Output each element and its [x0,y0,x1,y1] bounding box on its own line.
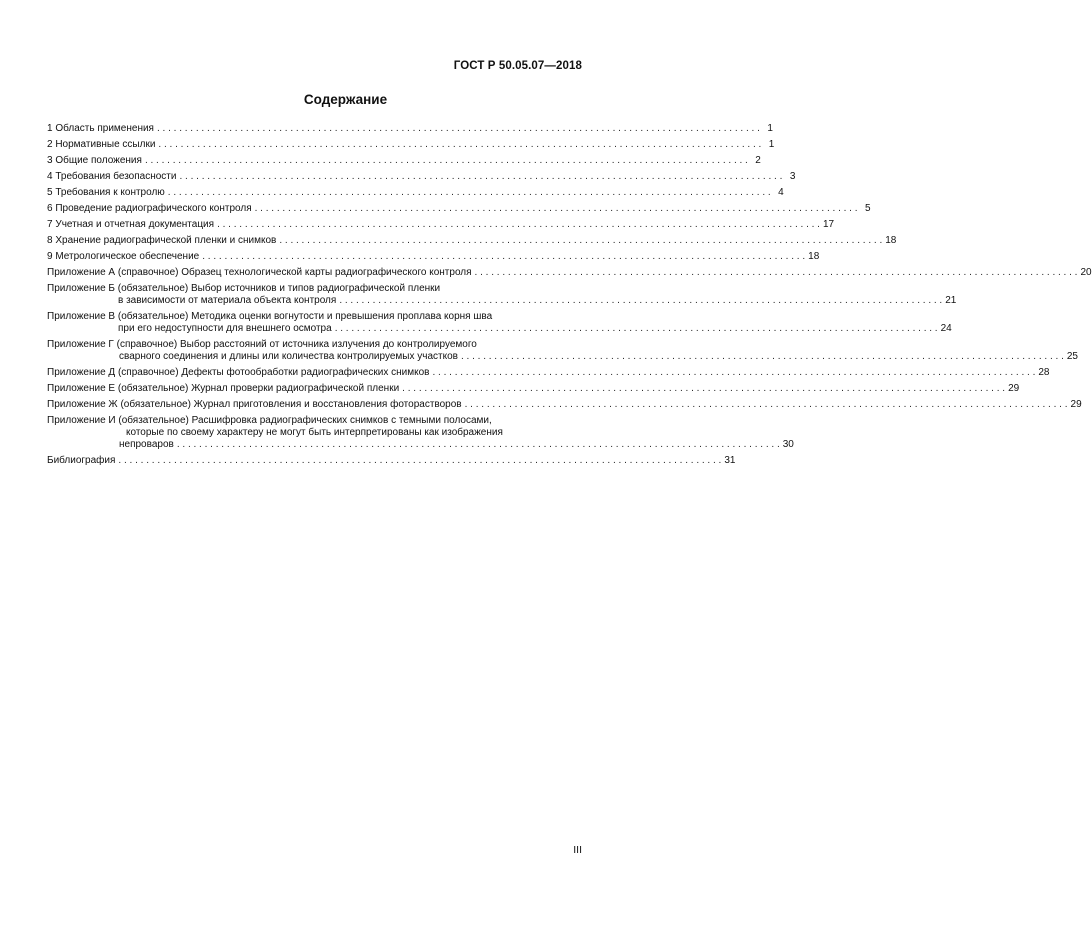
toc-entry[interactable] [47,383,1020,395]
toc-leader [432,367,1035,379]
toc-leader [279,235,882,247]
toc-page-number: 18 [885,235,897,246]
toc-page-number: 31 [724,455,736,466]
toc-entry-title-continuation: сварного соединения и длины или количества контролируемых участков [119,351,458,362]
toc-leader [177,439,780,451]
toc-page-number: 1 [768,139,775,150]
page-number: III [573,844,582,856]
toc-leader [255,203,858,215]
toc-entry[interactable] [47,123,773,135]
toc-entry-title-continuation: в зависимости от материала объекта контроля [118,295,337,306]
toc-page-number: 3 [789,171,796,182]
toc-leader [118,455,721,467]
toc-entry-title: 8 Хранение радиографической пленки и снимков [47,235,277,246]
toc-leader [402,383,1005,395]
toc-entry-title: Приложение Ж (обязательное) Журнал приготовления и восстановления фоторастворов [47,399,462,410]
toc-page-number: 20 [1080,267,1092,278]
toc-page-number: 17 [822,219,835,230]
toc-page-number: 1 [767,123,773,134]
toc-page-number: 5 [864,203,871,214]
toc-entry-title: Приложение А (справочное) Образец технологической карты радиографического контроля [47,267,472,278]
toc-entry[interactable] [47,203,871,215]
toc-entry-title: Приложение Г (справочное) Выбор расстояний от источника излучения до контролируемого [47,339,477,350]
toc-entry-title: Приложение Д (справочное) Дефекты фотообработки радиографических снимков [47,367,430,378]
toc-leader [461,351,1064,363]
toc-entry-title: Приложение Е (обязательное) Журнал проверки радиографической пленки [47,383,400,394]
toc-entry[interactable] [47,455,736,467]
toc-page-number: 2 [755,155,761,166]
toc-entry-title: Библиография [47,455,116,466]
document-code: ГОСТ Р 50.05.07—2018 [453,60,582,72]
toc-entry-title: 5 Требования к контролю [47,187,165,198]
toc-entry[interactable] [47,155,761,167]
toc-leader [145,155,748,167]
toc-page-number: 18 [808,251,820,262]
toc-title: Содержание [303,92,388,107]
toc-entry-title-continuation: при его недоступности для внешнего осмотра [118,323,332,334]
toc-entry[interactable] [47,251,820,263]
toc-leader [179,171,782,183]
toc-leader [465,399,1068,411]
toc-page-number: 29 [1008,383,1020,394]
toc-entry-title: 4 Требования безопасности [47,171,177,182]
toc-entry[interactable] [47,399,1082,411]
toc-entry[interactable] [47,187,784,199]
toc-page-number: 28 [1038,367,1050,378]
toc-page-number: 25 [1066,351,1078,362]
toc-page-number: 21 [945,295,957,306]
toc-entry[interactable] [47,171,796,183]
toc-entry-title-continuation: непроваров [119,439,174,450]
toc-entry-title-continuation: которые по своему характеру не могут быть интерпретированы как изображения [126,427,503,438]
toc-leader [475,267,1078,279]
table-of-contents [47,123,1092,471]
toc-entry[interactable] [47,219,835,231]
toc-page-number: 29 [1070,399,1082,410]
toc-entry-title: 1 Область применения [47,123,154,134]
toc-entry[interactable] [47,283,957,307]
toc-leader [339,295,942,307]
toc-entry-title: 7 Учетная и отчетная документация [47,219,215,230]
toc-entry-title: 2 Нормативные ссылки [47,139,156,150]
toc-leader [202,251,805,263]
toc-leader [168,187,771,199]
toc-leader [158,139,761,151]
toc-entry[interactable] [47,267,1092,279]
toc-entry-title: Приложение Б (обязательное) Выбор источников и типов радиографической пленки [47,283,441,294]
toc-entry[interactable] [47,235,897,247]
toc-entry-title: Приложение В (обязательное) Методика оценки вогнутости и превышения проплава корня шва [47,311,493,322]
toc-page-number: 4 [778,187,784,198]
toc-leader [217,219,820,231]
toc-entry[interactable] [47,415,794,451]
toc-entry-title: Приложение И (обязательное) Расшифровка радиографических снимков с темными полосами, [47,415,492,426]
toc-entry[interactable] [47,311,952,335]
toc-entry[interactable] [47,339,1078,363]
toc-entry[interactable] [47,139,775,151]
toc-entry[interactable] [47,367,1050,379]
toc-leader [157,123,760,135]
toc-leader [335,323,938,335]
toc-page-number: 24 [940,323,952,334]
toc-entry-title: 6 Проведение радиографического контроля [47,203,252,214]
toc-entry-title: 9 Метрологическое обеспечение [47,251,200,262]
toc-entry-title: 3 Общие положения [47,155,142,166]
toc-page-number: 30 [782,439,794,450]
